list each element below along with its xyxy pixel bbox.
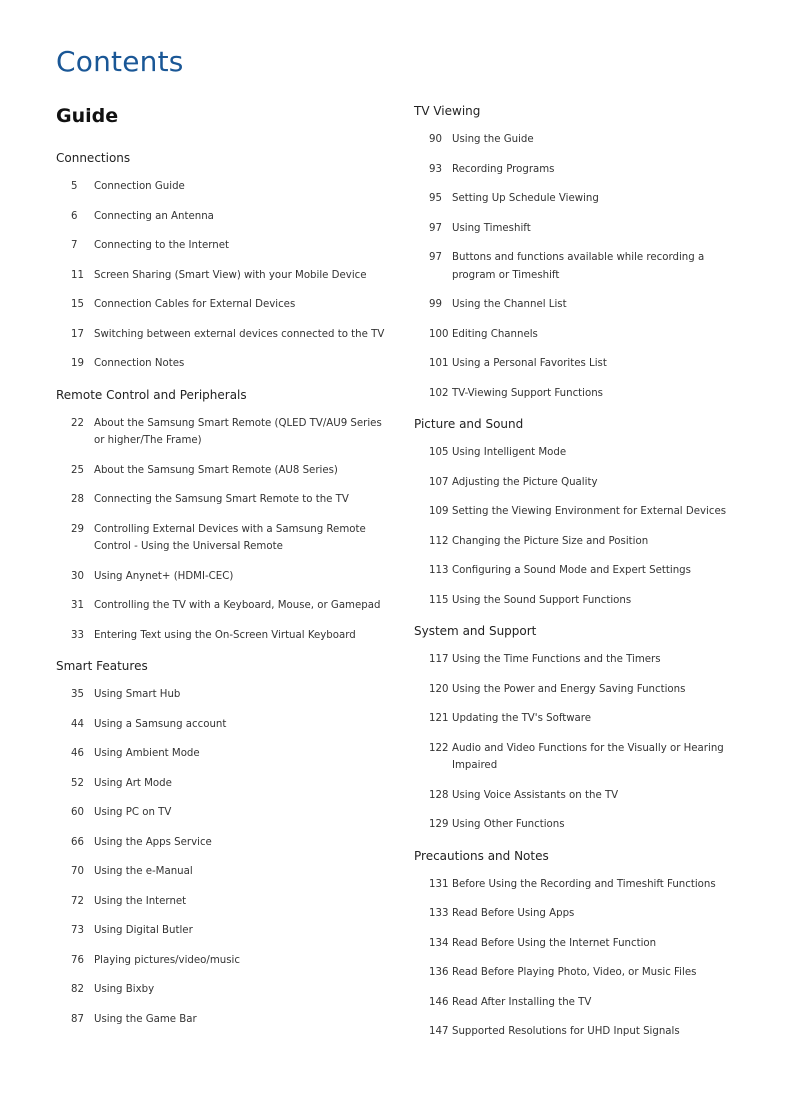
toc-entry-link[interactable] (56, 981, 386, 999)
page-number: 147 (429, 1026, 449, 1037)
entry-label: Connection Guide (94, 181, 185, 192)
toc-entry-link[interactable] (56, 355, 386, 373)
page-number: 33 (71, 629, 84, 641)
entry-label: About the Samsung Smart Remote (AU8 Series) (94, 464, 338, 476)
entry-label: Adjusting the Picture Quality (452, 476, 598, 488)
toc-entry-link[interactable] (56, 462, 386, 480)
section-title: Smart Features (56, 659, 148, 673)
page-number: 31 (71, 600, 84, 611)
toc-entry-link[interactable] (56, 1011, 386, 1029)
entry-label: Connection Cables for External Devices (94, 299, 296, 310)
entry-label: Controlling External Devices with a Samsung Remote Control - Using the Universal Remote (94, 523, 366, 552)
toc-section (414, 416, 744, 609)
page-number: 107 (429, 476, 449, 488)
toc-section (414, 623, 744, 834)
page-number: 112 (429, 535, 449, 547)
entry-label: Read Before Using the Internet Function (452, 937, 657, 949)
entry-label: Using Digital Butler (94, 925, 193, 936)
section-title: Picture and Sound (414, 417, 524, 431)
toc-right-column (414, 103, 744, 1055)
toc-section (414, 848, 744, 1041)
toc-entry-link[interactable] (414, 710, 744, 728)
toc-entry-link[interactable] (414, 964, 744, 982)
entry-label: Using the Internet (94, 895, 187, 907)
page-number: 134 (429, 937, 449, 949)
entry-label: Using the Power and Energy Saving Functions (452, 683, 686, 695)
toc-entry-link[interactable] (414, 740, 744, 775)
toc-entry-link[interactable] (56, 568, 386, 586)
toc-entry-link[interactable] (414, 681, 744, 699)
page-number: 146 (429, 996, 449, 1008)
page-number: 15 (71, 299, 84, 310)
toc-entry-link[interactable] (56, 237, 386, 255)
entry-label: Changing the Picture Size and Position (452, 535, 649, 547)
page-number: 25 (71, 464, 84, 476)
toc-entry-link[interactable] (56, 804, 386, 822)
entry-label: Using Voice Assistants on the TV (452, 789, 619, 801)
entry-label: Using Art Mode (94, 777, 172, 789)
entry-label: Setting Up Schedule Viewing (452, 193, 599, 204)
page-number: 66 (71, 836, 84, 848)
page-number: 60 (71, 807, 84, 818)
page-number: 117 (429, 654, 449, 665)
page-number: 97 (429, 252, 442, 263)
toc-entry-link[interactable] (414, 935, 744, 953)
entry-label: Recording Programs (452, 163, 555, 175)
page-number: 97 (429, 222, 442, 234)
page-number: 100 (429, 328, 449, 340)
entry-label: Using the Sound Support Functions (452, 594, 632, 606)
page-number: 113 (429, 565, 449, 576)
toc-entry-link[interactable] (56, 521, 386, 556)
toc-entry-link[interactable] (56, 491, 386, 509)
toc-entry-link[interactable] (414, 131, 744, 149)
toc-section (56, 387, 386, 645)
page-number: 44 (71, 718, 84, 730)
page-number: 102 (429, 387, 449, 399)
section-title: Remote Control and Peripherals (56, 387, 247, 402)
toc-entry-link[interactable] (414, 220, 744, 238)
entry-label: Connecting the Samsung Smart Remote to the TV (94, 494, 349, 505)
toc-entry-link[interactable] (414, 503, 744, 521)
entry-label: Read Before Playing Photo, Video, or Music Files (452, 967, 697, 978)
toc-entry-link[interactable] (56, 775, 386, 793)
toc-entry-link[interactable] (414, 816, 744, 834)
page-number: 22 (71, 417, 84, 429)
entry-label: Supported Resolutions for UHD Input Signals (452, 1026, 680, 1037)
page-number: 115 (429, 594, 449, 606)
entry-label: TV-Viewing Support Functions (452, 387, 603, 399)
entry-label: Using Timeshift (452, 222, 531, 234)
page-number: 35 (71, 689, 84, 700)
entry-label: Read Before Using Apps (452, 908, 575, 919)
toc-entry-link[interactable] (56, 952, 386, 970)
toc-entry-link[interactable] (414, 444, 744, 462)
entry-label: Audio and Video Functions for the Visually or Hearing Impaired (452, 742, 724, 771)
page-number: 70 (71, 866, 84, 877)
entry-label: Using the Game Bar (94, 1013, 197, 1025)
entry-label: About the Samsung Smart Remote (QLED TV/AU9 Series or higher/The Frame) (94, 417, 382, 446)
toc-section (414, 103, 744, 402)
page-number: 136 (429, 967, 449, 978)
toc-entry-link[interactable] (56, 267, 386, 285)
toc-entry-link[interactable] (56, 208, 386, 226)
entry-label: Using Intelligent Mode (452, 447, 567, 458)
page-number: 5 (71, 181, 78, 192)
entry-label: Using Bixby (94, 984, 155, 995)
page-number: 19 (71, 358, 84, 369)
page-number: 121 (429, 713, 449, 724)
toc-section (56, 150, 386, 373)
page-number: 93 (429, 163, 442, 175)
toc-entry-link[interactable] (56, 326, 386, 344)
toc-entry-link[interactable] (414, 385, 744, 403)
toc-entry-link[interactable] (56, 922, 386, 940)
entry-label: Connection Notes (94, 358, 185, 369)
toc-entry-link[interactable] (56, 686, 386, 704)
toc-left-column (56, 150, 386, 1042)
toc-entry-link[interactable] (414, 994, 744, 1012)
entry-label: Using the Apps Service (94, 836, 212, 848)
page-number: 29 (71, 523, 84, 535)
page-number: 82 (71, 984, 84, 995)
toc-entry-link[interactable] (56, 863, 386, 881)
entry-label: Using Smart Hub (94, 689, 181, 700)
entry-label: Entering Text using the On-Screen Virtual Keyboard (94, 629, 356, 641)
page-number: 90 (429, 134, 442, 145)
toc-entry-link[interactable] (414, 876, 744, 894)
entry-label: Read After Installing the TV (452, 996, 592, 1008)
section-title: Connections (56, 151, 131, 165)
toc-entry-link[interactable] (414, 190, 744, 208)
entry-label: Using the e-Manual (94, 866, 193, 877)
page-number: 11 (71, 269, 84, 281)
toc-entry-link[interactable] (414, 592, 744, 610)
toc-entry-link[interactable] (56, 178, 386, 196)
entry-label: Before Using the Recording and Timeshift Functions (452, 878, 716, 890)
page-number: 133 (429, 908, 449, 919)
page-number: 131 (429, 878, 449, 890)
page-number: 101 (429, 358, 449, 369)
page-number: 28 (71, 494, 84, 505)
page-number: 7 (71, 240, 78, 251)
page-number: 99 (429, 299, 442, 310)
page-number: 109 (429, 506, 449, 517)
entry-label: Using a Personal Favorites List (452, 358, 607, 369)
page-number: 128 (429, 789, 449, 801)
entry-label: Updating the TV's Software (452, 713, 592, 724)
guide-heading: Guide (56, 105, 119, 127)
page-number: 120 (429, 683, 449, 695)
toc-entry-link[interactable] (414, 562, 744, 580)
toc-entry-link[interactable] (414, 161, 744, 179)
entry-label: Playing pictures/video/music (94, 954, 240, 966)
toc-entry-link[interactable] (414, 296, 744, 314)
toc-entry-link[interactable] (56, 716, 386, 734)
entry-label: Screen Sharing (Smart View) with your Mobile Device (94, 269, 367, 281)
toc-entry-link[interactable] (414, 533, 744, 551)
section-title: Precautions and Notes (414, 848, 549, 863)
toc-entry-link[interactable] (414, 355, 744, 373)
toc-entry-link[interactable] (414, 787, 744, 805)
toc-entry-link[interactable] (56, 745, 386, 763)
entry-label: Configuring a Sound Mode and Expert Settings (452, 565, 691, 576)
toc-entry-link[interactable] (414, 249, 744, 284)
entry-label: Using Anynet+ (HDMI-CEC) (94, 570, 234, 582)
page-number: 17 (71, 328, 84, 340)
page-number: 76 (71, 954, 84, 966)
toc-entry-link[interactable] (56, 893, 386, 911)
section-title: TV Viewing (414, 104, 481, 118)
toc-entry-link[interactable] (56, 627, 386, 645)
page-number: 46 (71, 748, 84, 759)
page-number: 95 (429, 193, 442, 204)
entry-label: Using a Samsung account (94, 718, 227, 730)
entry-label: Using the Time Functions and the Timers (452, 654, 661, 665)
page-number: 73 (71, 925, 84, 936)
entry-label: Controlling the TV with a Keyboard, Mouse, or Gamepad (94, 600, 381, 611)
toc-entry-link[interactable] (414, 905, 744, 923)
page-number: 122 (429, 742, 449, 754)
page-number: 6 (71, 210, 78, 222)
entry-label: Switching between external devices connected to the TV (94, 328, 385, 340)
toc-entry-link[interactable] (56, 834, 386, 852)
entry-label: Using PC on TV (94, 807, 172, 818)
entry-label: Using the Channel List (452, 299, 567, 310)
toc-entry-link[interactable] (414, 326, 744, 344)
entry-label: Connecting an Antenna (94, 210, 214, 222)
entry-label: Setting the Viewing Environment for External Devices (452, 506, 727, 517)
toc-entry-link[interactable] (56, 415, 386, 450)
toc-section (56, 658, 386, 1028)
entry-label: Using the Guide (452, 134, 534, 145)
section-title: System and Support (414, 624, 537, 638)
toc-entry-link[interactable] (414, 651, 744, 669)
page-number: 105 (429, 447, 449, 458)
page-number: 129 (429, 819, 449, 830)
page-number: 87 (71, 1013, 84, 1025)
toc-entry-link[interactable] (414, 1023, 744, 1041)
page-number: 30 (71, 570, 84, 582)
page-number: 52 (71, 777, 84, 789)
toc-entry-link[interactable] (414, 474, 744, 492)
entry-label: Editing Channels (452, 328, 538, 340)
toc-entry-link[interactable] (56, 296, 386, 314)
entry-label: Connecting to the Internet (94, 240, 229, 251)
toc-entry-link[interactable] (56, 597, 386, 615)
entry-label: Buttons and functions available while recording a program or Timeshift (452, 252, 705, 281)
entry-label: Using Other Functions (452, 819, 565, 830)
page-number: 72 (71, 895, 84, 907)
entry-label: Using Ambient Mode (94, 748, 200, 759)
page-title: Contents (56, 45, 184, 78)
